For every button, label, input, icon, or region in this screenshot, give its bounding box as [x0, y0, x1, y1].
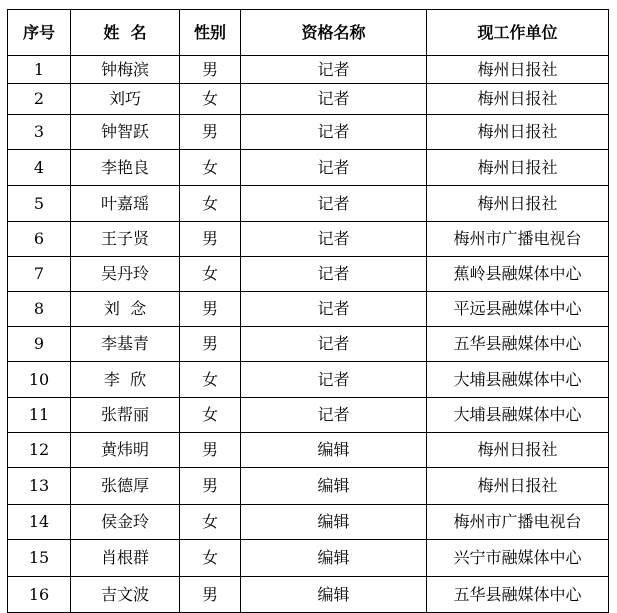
row-gender-cell: 男 — [180, 115, 241, 150]
row-name-cell: 张帮丽 — [71, 398, 180, 433]
row-gender-cell: 男 — [180, 433, 241, 468]
row-workplace-cell: 兴宁市融媒体中心 — [427, 540, 609, 577]
header-cell-workplace: 现工作单位 — [427, 10, 609, 56]
row-qualification-cell: 编辑 — [241, 468, 427, 505]
row-index-cell: 10 — [8, 362, 71, 398]
row-workplace-cell: 梅州日报社 — [427, 115, 609, 150]
table-row — [8, 398, 609, 433]
row-index-cell: 5 — [8, 186, 71, 222]
row-gender-cell: 女 — [180, 398, 241, 433]
row-index-cell: 7 — [8, 257, 71, 292]
row-qualification-cell: 记者 — [241, 362, 427, 398]
row-workplace-cell: 梅州日报社 — [427, 150, 609, 186]
qualification-table — [7, 9, 609, 613]
table-row — [8, 327, 609, 362]
row-workplace-cell: 梅州市广播电视台 — [427, 222, 609, 257]
row-name-cell: 肖根群 — [71, 540, 180, 577]
row-name-cell: 刘巧 — [71, 84, 180, 115]
row-name-cell: 吴丹玲 — [71, 257, 180, 292]
row-qualification-cell: 编辑 — [241, 540, 427, 577]
table-row — [8, 222, 609, 257]
row-qualification-cell: 编辑 — [241, 433, 427, 468]
row-name-cell: 叶嘉瑶 — [71, 186, 180, 222]
table-row — [8, 505, 609, 540]
header-cell-qualification: 资格名称 — [241, 10, 427, 56]
table-header — [8, 10, 609, 56]
row-gender-cell: 男 — [180, 56, 241, 84]
row-qualification-cell: 记者 — [241, 84, 427, 115]
row-workplace-cell: 梅州日报社 — [427, 84, 609, 115]
table-row — [8, 468, 609, 505]
row-index-cell: 11 — [8, 398, 71, 433]
row-name-cell: 张德厚 — [71, 468, 180, 505]
row-index-cell: 12 — [8, 433, 71, 468]
row-index-cell: 9 — [8, 327, 71, 362]
row-workplace-cell: 大埔县融媒体中心 — [427, 362, 609, 398]
row-workplace-cell: 梅州日报社 — [427, 186, 609, 222]
row-index-cell: 13 — [8, 468, 71, 505]
row-gender-cell: 女 — [180, 257, 241, 292]
row-index-cell: 15 — [8, 540, 71, 577]
row-gender-cell: 女 — [180, 505, 241, 540]
row-name-cell: 钟梅滨 — [71, 56, 180, 84]
row-gender-cell: 男 — [180, 222, 241, 257]
table-row — [8, 292, 609, 327]
row-gender-cell: 男 — [180, 577, 241, 613]
row-index-cell: 6 — [8, 222, 71, 257]
row-qualification-cell: 记者 — [241, 292, 427, 327]
row-qualification-cell: 记者 — [241, 150, 427, 186]
row-qualification-cell: 记者 — [241, 186, 427, 222]
row-index-cell: 16 — [8, 577, 71, 613]
row-workplace-cell: 梅州日报社 — [427, 433, 609, 468]
row-workplace-cell: 五华县融媒体中心 — [427, 577, 609, 613]
row-name-cell: 侯金玲 — [71, 505, 180, 540]
row-index-cell: 1 — [8, 56, 71, 84]
row-workplace-cell: 梅州日报社 — [427, 56, 609, 84]
row-name-cell: 吉文波 — [71, 577, 180, 613]
row-name-cell: 李 欣 — [71, 362, 180, 398]
row-gender-cell: 男 — [180, 327, 241, 362]
table-body — [8, 56, 609, 613]
table-row — [8, 150, 609, 186]
row-gender-cell: 女 — [180, 540, 241, 577]
row-index-cell: 3 — [8, 115, 71, 150]
header-cell-gender: 性别 — [180, 10, 241, 56]
table-row — [8, 186, 609, 222]
row-qualification-cell: 记者 — [241, 115, 427, 150]
row-name-cell: 黄炜明 — [71, 433, 180, 468]
table-row — [8, 84, 609, 115]
table-row — [8, 56, 609, 84]
row-workplace-cell: 梅州日报社 — [427, 468, 609, 505]
table-row — [8, 433, 609, 468]
row-qualification-cell: 记者 — [241, 222, 427, 257]
row-qualification-cell: 编辑 — [241, 577, 427, 613]
row-gender-cell: 男 — [180, 292, 241, 327]
header-cell-index: 序号 — [8, 10, 71, 56]
row-qualification-cell: 编辑 — [241, 505, 427, 540]
table-row — [8, 362, 609, 398]
row-name-cell: 李艳良 — [71, 150, 180, 186]
table-row — [8, 257, 609, 292]
table-row — [8, 577, 609, 613]
row-qualification-cell: 记者 — [241, 56, 427, 84]
row-name-cell: 王子贤 — [71, 222, 180, 257]
row-name-cell: 刘 念 — [71, 292, 180, 327]
row-gender-cell: 女 — [180, 150, 241, 186]
row-workplace-cell: 蕉岭县融媒体中心 — [427, 257, 609, 292]
row-index-cell: 8 — [8, 292, 71, 327]
table-row — [8, 540, 609, 577]
row-qualification-cell: 记者 — [241, 327, 427, 362]
row-name-cell: 李基青 — [71, 327, 180, 362]
row-name-cell: 钟智跃 — [71, 115, 180, 150]
row-qualification-cell: 记者 — [241, 257, 427, 292]
row-gender-cell: 男 — [180, 468, 241, 505]
row-gender-cell: 女 — [180, 84, 241, 115]
row-gender-cell: 女 — [180, 362, 241, 398]
row-index-cell: 2 — [8, 84, 71, 115]
row-qualification-cell: 记者 — [241, 398, 427, 433]
table-row — [8, 115, 609, 150]
row-gender-cell: 女 — [180, 186, 241, 222]
header-cell-name: 姓 名 — [71, 10, 180, 56]
row-index-cell: 4 — [8, 150, 71, 186]
row-index-cell: 14 — [8, 505, 71, 540]
row-workplace-cell: 五华县融媒体中心 — [427, 327, 609, 362]
row-workplace-cell: 梅州市广播电视台 — [427, 505, 609, 540]
header-row — [8, 10, 609, 56]
row-workplace-cell: 大埔县融媒体中心 — [427, 398, 609, 433]
row-workplace-cell: 平远县融媒体中心 — [427, 292, 609, 327]
